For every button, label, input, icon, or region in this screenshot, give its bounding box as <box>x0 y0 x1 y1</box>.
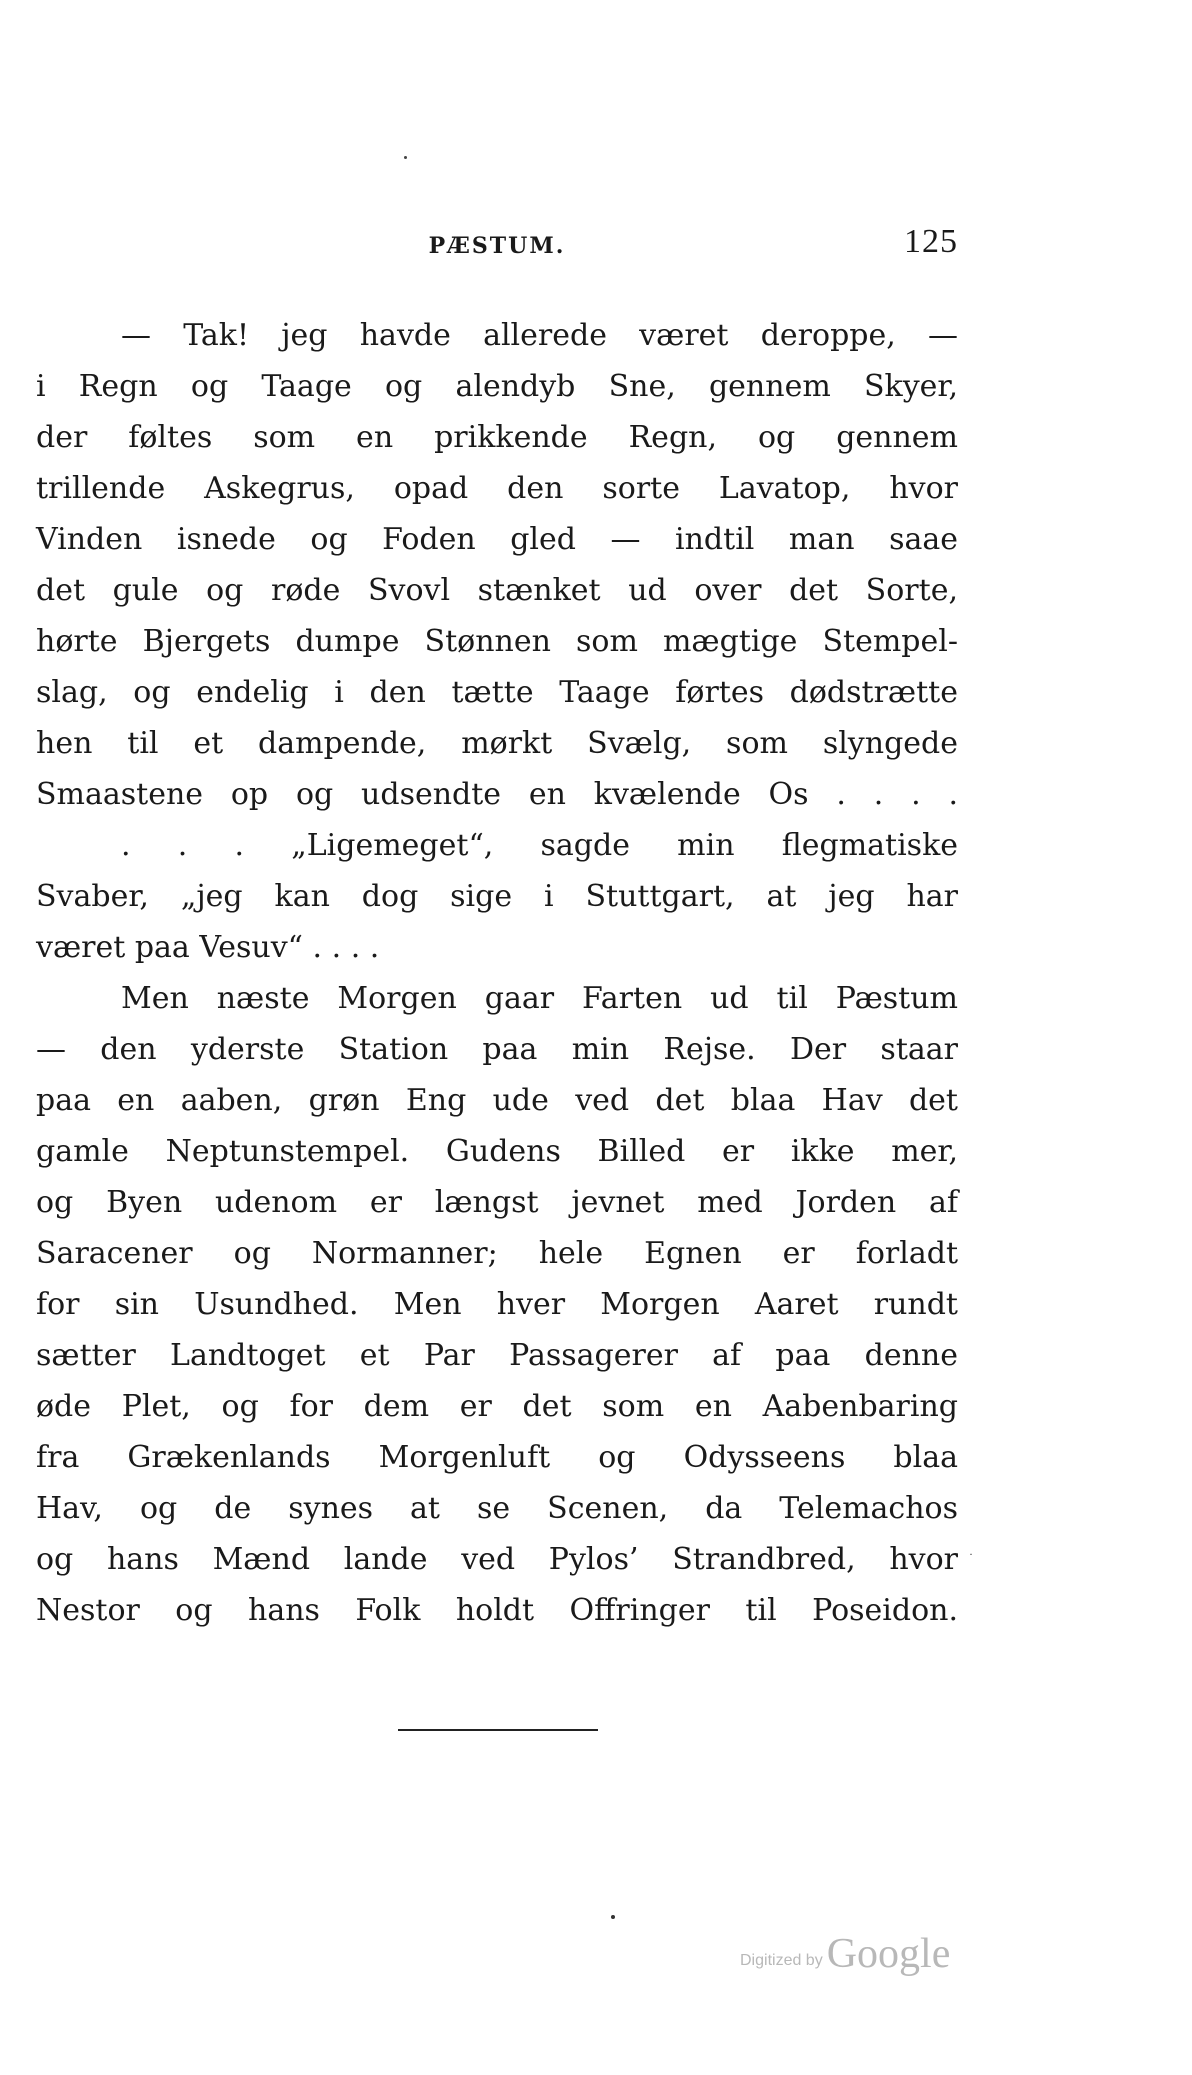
text-line: — Tak! jeg havde allerede været deroppe, — <box>121 318 958 353</box>
text-line: trillende Askegrus, opad den sorte Lavatop, hvor <box>36 471 958 506</box>
text-line: fra Grækenlands Morgenluft og Odysseens blaa <box>36 1440 958 1475</box>
text-line: Hav, og de synes at se Scenen, da Telemachos <box>36 1491 958 1526</box>
ink-speck <box>611 1915 615 1919</box>
page-number: 125 <box>904 223 958 260</box>
text-line: sætter Landtoget et Par Passagerer af paa denne <box>36 1338 958 1373</box>
text-line: hørte Bjergets dumpe Stønnen som mægtige Stempel- <box>36 624 958 659</box>
text-line: øde Plet, og for dem er det som en Aabenbaring <box>36 1389 958 1424</box>
running-head <box>36 223 958 263</box>
text-line: hen til et dampende, mørkt Svælg, som slyngede <box>36 726 958 761</box>
ink-speck: ˙ <box>968 1552 974 1566</box>
text-line: Men næste Morgen gaar Farten ud til Pæstum <box>121 981 958 1016</box>
text-line: slag, og endelig i den tætte Taage førtes dødstrætte <box>36 675 958 710</box>
running-title: PÆSTUM. <box>428 233 566 259</box>
watermark-prefix: Digitized by <box>740 1952 823 1969</box>
text-line: og Byen udenom er længst jevnet med Jorden af <box>36 1185 958 1220</box>
text-line: — den yderste Station paa min Rejse. Der staar <box>36 1032 958 1067</box>
text-line: det gule og røde Svovl stænket ud over det Sorte, <box>36 573 958 608</box>
text-line: Svaber, „jeg kan dog sige i Stuttgart, at jeg har <box>36 879 958 914</box>
text-line: gamle Neptunstempel. Gudens Billed er ikke mer, <box>36 1134 958 1169</box>
section-end-rule <box>398 1729 598 1731</box>
watermark-brand: Google <box>826 1931 951 1977</box>
text-line: Saracener og Normanner; hele Egnen er forladt <box>36 1236 958 1271</box>
ink-speck <box>404 156 407 159</box>
digitized-watermark <box>740 1928 950 1978</box>
text-line: Smaastene op og udsendte en kvælende Os . . . . <box>36 777 958 812</box>
text-line: . . . „Ligemeget“, sagde min flegmatiske <box>121 828 958 863</box>
text-line: der føltes som en prikkende Regn, og gennem <box>36 420 958 455</box>
body-text <box>36 310 958 1636</box>
text-line: paa en aaben, grøn Eng ude ved det blaa Hav det <box>36 1083 958 1118</box>
text-line: i Regn og Taage og alendyb Sne, gennem Skyer, <box>36 369 958 404</box>
text-line: Vinden isnede og Foden gled — indtil man saae <box>36 522 958 557</box>
text-line: og hans Mænd lande ved Pylos’ Strandbred, hvor <box>36 1542 958 1577</box>
text-line: for sin Usundhed. Men hver Morgen Aaret rundt <box>36 1287 958 1322</box>
text-line: Nestor og hans Folk holdt Offringer til Poseidon. <box>36 1593 958 1628</box>
text-line: været paa Vesuv“ . . . . <box>36 930 380 965</box>
